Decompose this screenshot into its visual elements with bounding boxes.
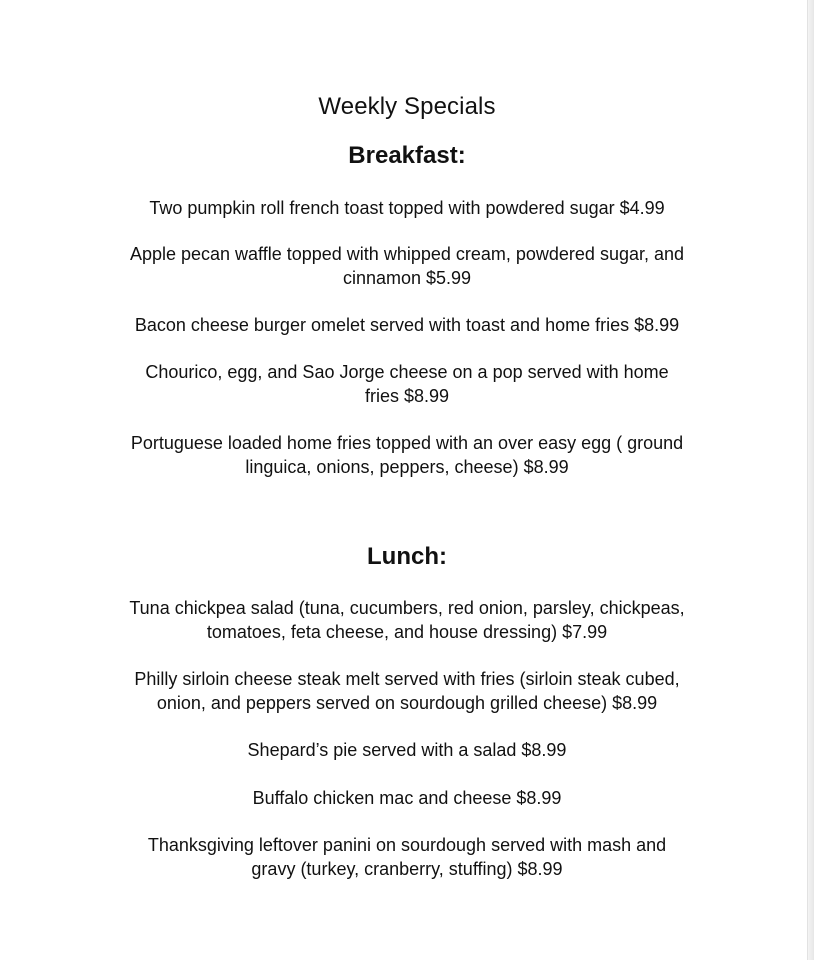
item-line: Two pumpkin roll french toast topped with powdered sugar $4.99 [149,198,665,218]
item-line: Chourico, egg, and Sao Jorge cheese on a pop served with home [145,362,669,382]
item-line: Shepard’s pie served with a salad $8.99 [247,740,567,760]
item-line: gravy (turkey, cranberry, stuffing) $8.99 [251,859,563,879]
lunch-heading: Lunch: [367,543,447,570]
lunch-item [90,738,724,762]
item-line: linguica, onions, peppers, cheese) $8.99 [245,457,569,477]
item-line: Bacon cheese burger omelet served with toast and home fries $8.99 [134,315,680,335]
item-line: Portuguese loaded home fries topped with an over easy egg ( ground [130,433,684,453]
item-line: Apple pecan waffle topped with whipped cream, powdered sugar, and [129,244,685,264]
breakfast-item [90,196,724,220]
item-line: tomatoes, feta cheese, and house dressing) $7.99 [206,622,608,642]
item-line: cinnamon $5.99 [342,268,472,288]
item-line: Thanksgiving leftover panini on sourdough served with mash and [147,835,667,855]
item-line: onion, and peppers served on sourdough grilled cheese) $8.99 [156,693,658,713]
item-line: Tuna chickpea salad (tuna, cucumbers, red onion, parsley, chickpeas, [129,598,685,618]
item-line: Philly sirloin cheese steak melt served with fries (sirloin steak cubed, [134,669,680,689]
lunch-item [90,667,724,715]
breakfast-item [90,431,724,479]
menu-title: Weekly Specials [318,93,496,120]
breakfast-heading: Breakfast: [348,142,466,169]
item-line: fries $8.99 [364,386,450,406]
lunch-item [90,833,724,881]
item-line: Buffalo chicken mac and cheese $8.99 [252,788,562,808]
breakfast-item [90,313,724,337]
lunch-item [90,596,724,644]
breakfast-item [90,242,724,290]
breakfast-item [90,360,724,408]
lunch-item [90,786,724,810]
